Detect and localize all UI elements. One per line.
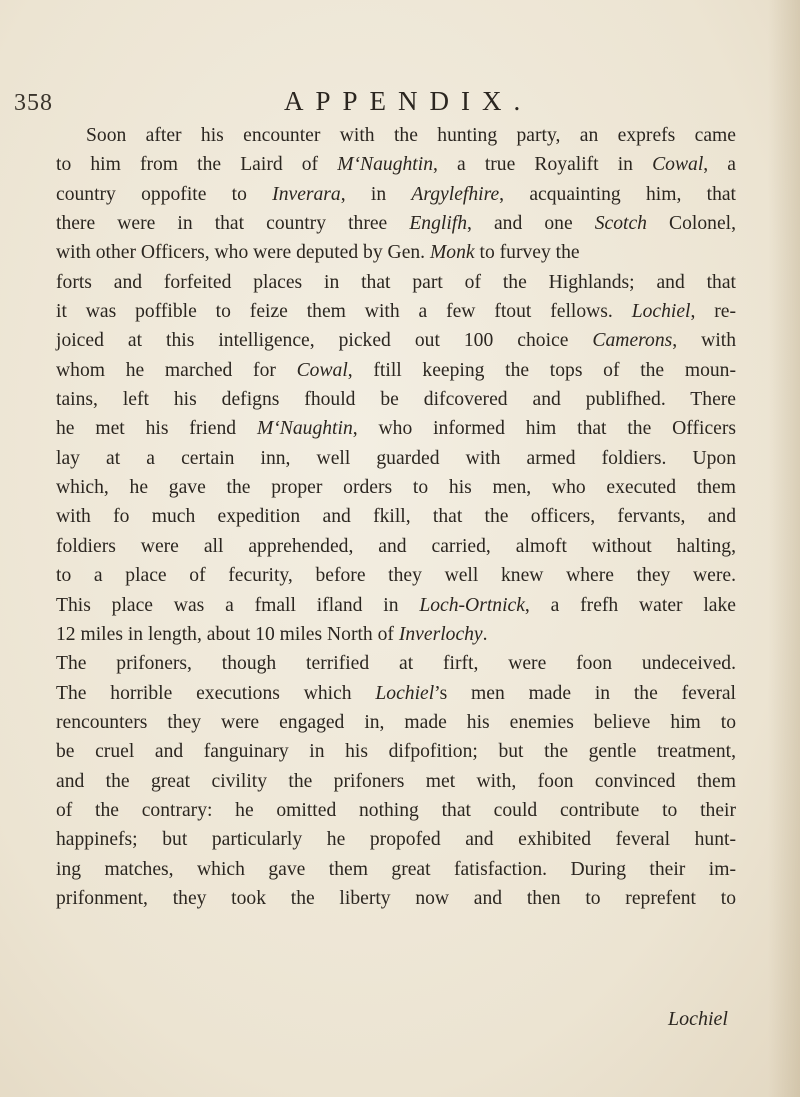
text-run: Soon after his encounter with the hunting party, an exprefs came xyxy=(86,125,736,146)
italic-name: Cowal xyxy=(296,359,348,381)
text-run: to him from the Laird of xyxy=(56,154,338,176)
text-run: This place was a fmall ifland in xyxy=(56,594,420,616)
text-run: , in xyxy=(340,183,412,205)
text-run: to furvey the xyxy=(474,242,580,264)
text-line xyxy=(56,561,736,590)
italic-name: Cowal xyxy=(652,154,704,176)
text-run: he met his friend xyxy=(56,418,257,440)
text-run: it was poffible to feize them with a few ftout fellows. xyxy=(56,301,632,323)
text-run: Colonel, xyxy=(646,213,736,235)
text-line xyxy=(56,825,736,854)
text-line xyxy=(56,591,736,620)
text-line xyxy=(56,473,736,502)
body-text xyxy=(56,121,736,913)
text-run: ’s men made in the feveral xyxy=(434,682,736,704)
text-run: , a xyxy=(703,154,736,176)
text-run: whom he marched for xyxy=(56,359,297,381)
text-run: , and one xyxy=(467,213,595,235)
catchword: Lochiel xyxy=(668,1008,728,1030)
text-run: and the great civility the prifoners met with, foon convinced them xyxy=(56,770,736,792)
text-line xyxy=(56,268,736,297)
text-line xyxy=(56,679,736,708)
text-line xyxy=(56,238,736,267)
text-line xyxy=(56,150,736,179)
page-edge-shadow xyxy=(768,0,800,1097)
italic-name: Argylefhire xyxy=(411,183,500,205)
italic-name: M‘Naughtin xyxy=(256,418,353,440)
text-line xyxy=(56,855,736,884)
text-run: be cruel and fanguinary in his difpofition; but the gentle treatment, xyxy=(56,741,736,763)
italic-name: Lochiel xyxy=(375,682,435,704)
italic-name: Camerons xyxy=(592,330,673,352)
text-line xyxy=(56,444,736,473)
text-line xyxy=(56,737,736,766)
text-run: , a frefh water lake xyxy=(524,594,736,616)
text-line xyxy=(56,326,736,355)
text-run: prifonment, they took the liberty now and then to reprefent to xyxy=(56,887,736,909)
text-line xyxy=(56,180,736,209)
text-run: , re- xyxy=(690,301,736,323)
text-run: foldiers were all apprehended, and carried, almoft without halting, xyxy=(56,535,736,557)
text-run: , who informed him that the Officers xyxy=(352,418,736,440)
text-run: happinefs; but particularly he propofed and exhibited feveral hunt- xyxy=(56,829,736,851)
text-line xyxy=(56,414,736,443)
text-line xyxy=(56,649,736,678)
text-line xyxy=(56,297,736,326)
italic-name: M‘Naughtin xyxy=(337,154,433,176)
italic-name: Monk xyxy=(429,242,475,264)
italic-name: Englifh xyxy=(409,213,468,235)
text-line xyxy=(56,121,736,150)
italic-name: Loch-Ortnick xyxy=(419,594,525,616)
text-run: , ftill keeping the tops of the moun- xyxy=(347,359,736,381)
text-run: with fo much expedition and fkill, that the officers, fervants, and xyxy=(56,506,736,528)
text-run: The prifoners, though terrified at firft, were foon undeceived. xyxy=(56,653,736,675)
text-line xyxy=(56,796,736,825)
text-run: rencounters they were engaged in, made his enemies believe him to xyxy=(56,711,736,733)
text-line xyxy=(56,209,736,238)
text-line xyxy=(56,767,736,796)
text-run: of the contrary: he omitted nothing that could contribute to their xyxy=(56,799,736,821)
text-run: which, he gave the proper orders to his men, who executed them xyxy=(56,477,736,499)
italic-name: Inverara xyxy=(272,183,341,205)
italic-name: Scotch xyxy=(594,213,647,235)
text-line xyxy=(56,620,736,649)
text-run: lay at a certain inn, well guarded with armed foldiers. Upon xyxy=(56,447,736,469)
text-run: The horrible executions which xyxy=(56,682,376,704)
text-run: forts and forfeited places in that part of the Highlands; and that xyxy=(56,271,736,293)
italic-name: Inverlochy xyxy=(398,623,483,645)
running-head: APPENDIX. xyxy=(284,86,533,116)
text-run: tains, left his defigns fhould be difcovered and publifhed. There xyxy=(56,389,736,411)
text-line xyxy=(56,385,736,414)
text-line xyxy=(56,532,736,561)
text-run: , acquainting him, that xyxy=(499,183,737,205)
text-run: to a place of fecurity, before they well knew where they were. xyxy=(56,565,736,587)
text-run: ing matches, which gave them great fatisfaction. During their im- xyxy=(56,858,736,880)
italic-name: Lochiel xyxy=(631,301,691,323)
text-run: with other Officers, who were deputed by Gen. xyxy=(56,242,430,264)
text-run: , a true Royalift in xyxy=(433,154,653,176)
text-line xyxy=(56,356,736,385)
page-number: 358 xyxy=(14,90,53,116)
text-run: . xyxy=(482,623,488,645)
text-line xyxy=(56,884,736,913)
text-run: 12 miles in length, about 10 miles North of xyxy=(56,623,399,645)
text-run: joiced at this intelligence, picked out 100 choice xyxy=(56,330,593,352)
text-run: country oppofite to xyxy=(56,183,273,205)
text-line xyxy=(56,502,736,531)
text-run: , with xyxy=(672,330,736,352)
text-run: there were in that country three xyxy=(56,213,410,235)
text-line xyxy=(56,708,736,737)
